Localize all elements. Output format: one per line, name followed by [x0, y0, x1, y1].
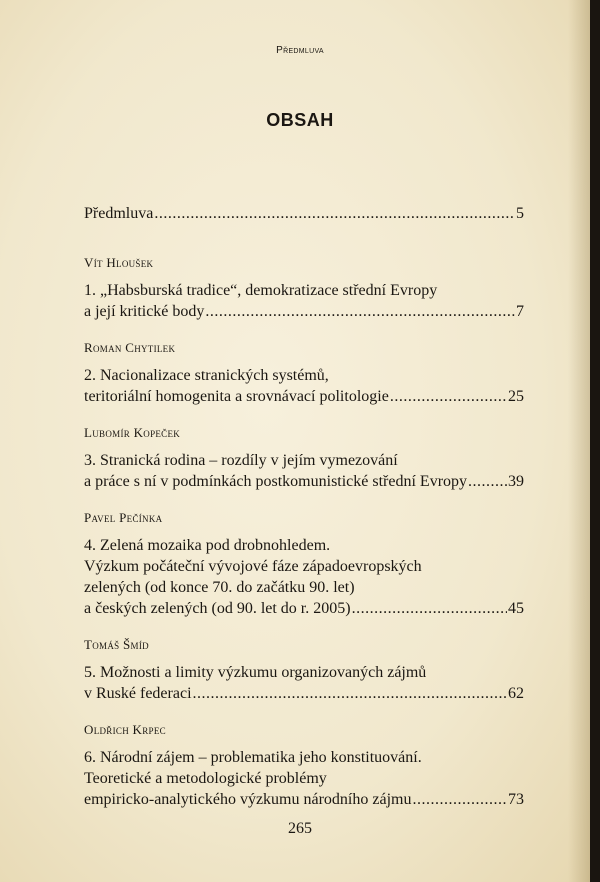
toc-entry-title: a práce s ní v podmínkách postkomunistické střední Evropy [84, 473, 468, 490]
toc-page-number: 45 [508, 600, 524, 617]
running-head: Předmluva [276, 45, 324, 56]
toc-entry-line: 4. Zelená mozaika pod drobnohledem. [84, 537, 331, 554]
author-name: Oldřich Krpec [84, 722, 166, 737]
page-number: 265 [288, 820, 312, 837]
toc-entry [84, 340, 524, 407]
toc-entry-line: 5. Možnosti a limity výzkumu organizovaných zájmů [84, 664, 427, 681]
toc-page-number: 39 [508, 473, 524, 490]
dot-leader [193, 683, 507, 704]
toc-entry [84, 425, 524, 492]
toc-entry-line: Teoretické a metodologické problémy [84, 770, 327, 787]
toc-entry-title: v Ruské federaci [84, 685, 192, 702]
toc-entry-title: a českých zelených (od 90. let do r. 2005) [84, 600, 351, 617]
toc-entry-title: a její kritické body [84, 303, 205, 320]
toc-entry-line: 1. „Habsburská tradice“, demokratizace střední Evropy [84, 282, 438, 299]
toc-entry-line: 6. Národní zájem – problematika jeho konstituování. [84, 749, 422, 766]
toc-page-number: 62 [508, 685, 524, 702]
author-name: Pavel Pečínka [84, 510, 163, 525]
toc-entry-line: Výzkum počáteční vývojové fáze západoevropských [84, 558, 422, 575]
author-name: Tomáš Šmíd [84, 637, 149, 652]
dot-leader [390, 386, 507, 407]
toc-page-number: 5 [516, 205, 524, 222]
toc-entry [84, 255, 524, 322]
toc-entry-line: zelených (od konce 70. do začátku 90. let) [84, 579, 355, 596]
page-title: OBSAH [266, 110, 334, 130]
dot-leader [154, 203, 515, 224]
author-name: Roman Chytilek [84, 340, 176, 355]
toc-entry-line [84, 471, 524, 492]
toc-entry-line: 3. Stranická rodina – rozdíly v jejím vymezování [84, 452, 398, 469]
toc-entry-title: Předmluva [84, 205, 154, 222]
toc-entry-preface [84, 203, 524, 224]
dot-leader [468, 471, 507, 492]
toc-entry [84, 722, 524, 810]
dot-leader [412, 789, 507, 810]
toc-entry [84, 510, 524, 619]
toc-entry-line [84, 301, 524, 322]
toc-entry-line [84, 683, 524, 704]
dot-leader [205, 301, 515, 322]
toc-entry-line [84, 203, 524, 224]
toc-entry-title: empiricko-analytického výzkumu národního zájmu [84, 791, 412, 808]
toc-entry-line [84, 386, 524, 407]
toc-entry-title: teritoriální homogenita a srovnávací politologie [84, 388, 389, 405]
toc-entry-line [84, 598, 524, 619]
toc-page-number: 25 [508, 388, 524, 405]
toc-entry [84, 637, 524, 704]
author-name: Vít Hloušek [84, 255, 154, 270]
toc-entry-line [84, 789, 524, 810]
toc-page-number: 73 [508, 791, 524, 808]
dot-leader [352, 598, 507, 619]
author-name: Lubomír Kopeček [84, 425, 181, 440]
toc-entry-line: 2. Nacionalizace stranických systémů, [84, 367, 329, 384]
toc-page-number: 7 [516, 303, 524, 320]
